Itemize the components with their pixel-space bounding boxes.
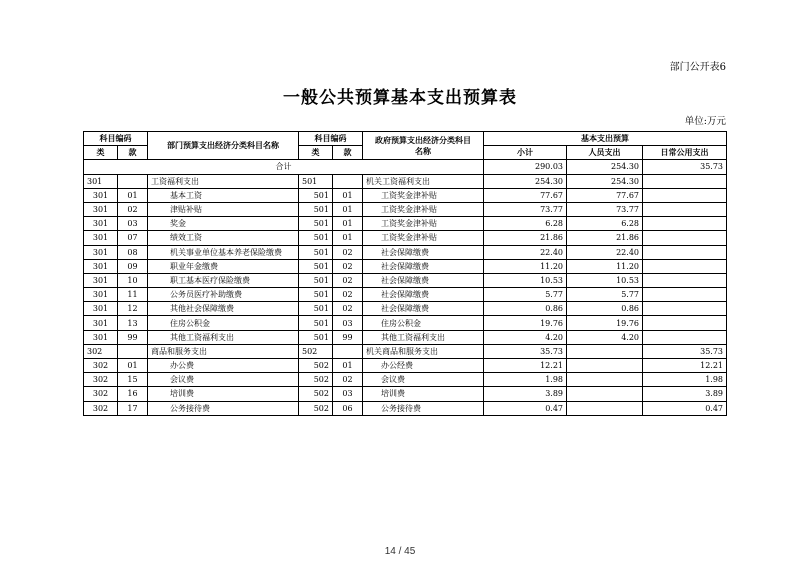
cell-lei: 301 [84,330,118,344]
cell-subtotal: 11.20 [484,259,567,273]
cell-gov-name: 培训费 [363,387,484,401]
cell-gov-name: 其他工资福利支出 [363,330,484,344]
cell-public [643,188,727,202]
cell-public: 3.89 [643,387,727,401]
cell-kuan: 02 [118,202,148,216]
cell-subtotal: 10.53 [484,273,567,287]
total-row [84,160,727,174]
cell-gov-lei: 501 [299,188,333,202]
cell-name: 工资福利支出 [148,174,299,188]
cell-gov-name: 住房公积金 [363,316,484,330]
gov-subject-header-line1: 政府预算支出经济分类科目 [375,134,471,145]
cell-public [643,273,727,287]
cell-subtotal: 0.47 [484,401,567,415]
cell-personnel [567,373,643,387]
cell-gov-kuan: 01 [333,202,363,216]
cell-kuan: 07 [118,231,148,245]
table-row [84,273,727,287]
cell-kuan [118,344,148,358]
cell-subtotal: 6.28 [484,217,567,231]
cell-gov-lei: 502 [299,373,333,387]
table-row [84,387,727,401]
cell-name: 职工基本医疗保险缴费 [148,273,299,287]
cell-gov-name: 社会保障缴费 [363,273,484,287]
cell-gov-lei: 501 [299,316,333,330]
table-row [84,188,727,202]
table-tag: 部门公开表6 [669,62,726,73]
cell-gov-kuan: 03 [333,316,363,330]
cell-name: 奖金 [148,217,299,231]
cell-personnel: 10.53 [567,273,643,287]
cell-gov-kuan: 01 [333,217,363,231]
gov-kuan-header: 款 [333,146,363,160]
cell-lei: 301 [84,188,118,202]
gov-code-header: 科目编码 [299,132,363,146]
cell-gov-kuan: 06 [333,401,363,415]
cell-kuan [118,174,148,188]
cell-public: 12.21 [643,359,727,373]
cell-personnel: 5.77 [567,288,643,302]
cell-subtotal: 19.76 [484,316,567,330]
cell-kuan: 12 [118,302,148,316]
cell-personnel [567,387,643,401]
cell-subtotal: 21.86 [484,231,567,245]
cell-gov-lei: 502 [299,344,333,358]
cell-gov-lei: 501 [299,217,333,231]
gov-subject-header-line2: 名称 [415,145,431,156]
table-body [84,160,727,415]
cell-subtotal: 5.77 [484,288,567,302]
cell-gov-name: 工资奖金津补贴 [363,231,484,245]
cell-personnel: 77.67 [567,188,643,202]
cell-kuan: 09 [118,259,148,273]
cell-name: 办公费 [148,359,299,373]
cell-gov-lei: 502 [299,359,333,373]
table-row [84,231,727,245]
cell-lei: 302 [84,344,118,358]
personnel-header: 人员支出 [567,146,643,160]
cell-public [643,217,727,231]
cell-lei: 301 [84,302,118,316]
cell-subtotal: 1.98 [484,373,567,387]
cell-gov-name: 工资奖金津补贴 [363,217,484,231]
cell-public [643,288,727,302]
cell-public: 35.73 [643,344,727,358]
cell-gov-lei: 501 [299,245,333,259]
cell-gov-kuan: 01 [333,231,363,245]
cell-name: 商品和服务支出 [148,344,299,358]
table-row [84,174,727,188]
cell-name: 其他工资福利支出 [148,330,299,344]
cell-public: 1.98 [643,373,727,387]
table-row [84,202,727,216]
cell-public [643,174,727,188]
cell-kuan: 03 [118,217,148,231]
total-personnel: 254.30 [567,160,643,174]
cell-gov-lei: 501 [299,202,333,216]
cell-gov-name: 工资奖金津补贴 [363,202,484,216]
cell-gov-name: 社会保障缴费 [363,288,484,302]
cell-public: 0.47 [643,401,727,415]
cell-gov-lei: 501 [299,330,333,344]
cell-subtotal: 22.40 [484,245,567,259]
cell-public [643,231,727,245]
cell-kuan: 10 [118,273,148,287]
header-row-1 [84,132,727,146]
cell-subtotal: 35.73 [484,344,567,358]
cell-subtotal: 254.30 [484,174,567,188]
cell-kuan: 15 [118,373,148,387]
cell-kuan: 01 [118,188,148,202]
cell-gov-kuan: 02 [333,245,363,259]
cell-subtotal: 73.77 [484,202,567,216]
cell-gov-kuan [333,174,363,188]
page-indicator: 14 / 45 [384,546,416,557]
cell-kuan: 08 [118,245,148,259]
cell-subtotal: 77.67 [484,188,567,202]
kuan-header: 款 [118,146,148,160]
total-label: 合计 [84,160,484,174]
table-row [84,359,727,373]
total-public: 35.73 [643,160,727,174]
cell-gov-kuan: 02 [333,288,363,302]
subtotal-header: 小计 [484,146,567,160]
unit-label: 单位:万元 [684,116,726,127]
table-row [84,316,727,330]
cell-lei: 301 [84,174,118,188]
page-title: 一般公共预算基本支出预算表 [283,88,517,108]
cell-gov-name: 社会保障缴费 [363,245,484,259]
cell-gov-name: 公务接待费 [363,401,484,415]
cell-personnel: 0.86 [567,302,643,316]
cell-kuan: 17 [118,401,148,415]
cell-gov-name: 机关商品和服务支出 [363,344,484,358]
cell-lei: 301 [84,288,118,302]
cell-public [643,330,727,344]
cell-name: 住房公积金 [148,316,299,330]
cell-name: 基本工资 [148,188,299,202]
cell-gov-name: 机关工资福利支出 [363,174,484,188]
cell-gov-name: 办公经费 [363,359,484,373]
subject-code-header: 科目编码 [84,132,148,146]
cell-name: 绩效工资 [148,231,299,245]
cell-name: 公务接待费 [148,401,299,415]
cell-gov-lei: 501 [299,174,333,188]
public-header: 日常公用支出 [643,146,727,160]
cell-subtotal: 3.89 [484,387,567,401]
cell-personnel [567,401,643,415]
cell-lei: 301 [84,202,118,216]
cell-subtotal: 4.20 [484,330,567,344]
cell-lei: 301 [84,231,118,245]
cell-gov-kuan [333,344,363,358]
cell-kuan: 16 [118,387,148,401]
cell-personnel: 73.77 [567,202,643,216]
cell-lei: 301 [84,259,118,273]
gov-subject-header [363,132,484,160]
cell-name: 公务员医疗补助缴费 [148,288,299,302]
cell-lei: 302 [84,387,118,401]
cell-personnel: 254.30 [567,174,643,188]
table-row [84,217,727,231]
dept-subject-header: 部门预算支出经济分类科目名称 [148,132,299,160]
cell-personnel: 21.86 [567,231,643,245]
cell-gov-lei: 502 [299,387,333,401]
cell-kuan: 01 [118,359,148,373]
basic-budget-header: 基本支出预算 [484,132,727,146]
cell-gov-kuan: 01 [333,359,363,373]
gov-lei-header: 类 [299,146,333,160]
cell-name: 职业年金缴费 [148,259,299,273]
cell-subtotal: 12.21 [484,359,567,373]
total-subtotal: 290.03 [484,160,567,174]
cell-gov-kuan: 03 [333,387,363,401]
cell-lei: 302 [84,373,118,387]
table-row [84,245,727,259]
table-row [84,259,727,273]
cell-lei: 301 [84,316,118,330]
table-row [84,302,727,316]
cell-public [643,202,727,216]
table-row [84,330,727,344]
cell-gov-name: 社会保障缴费 [363,302,484,316]
cell-gov-lei: 502 [299,401,333,415]
cell-gov-lei: 501 [299,259,333,273]
cell-name: 津贴补贴 [148,202,299,216]
table-row [84,401,727,415]
cell-name: 会议费 [148,373,299,387]
cell-personnel [567,344,643,358]
cell-gov-kuan: 02 [333,302,363,316]
lei-header: 类 [84,146,118,160]
table-row [84,373,727,387]
cell-kuan: 13 [118,316,148,330]
cell-gov-kuan: 02 [333,373,363,387]
cell-gov-name: 会议费 [363,373,484,387]
cell-name: 机关事业单位基本养老保险缴费 [148,245,299,259]
cell-personnel [567,359,643,373]
cell-lei: 301 [84,245,118,259]
budget-table [83,131,727,416]
cell-lei: 302 [84,359,118,373]
cell-name: 其他社会保障缴费 [148,302,299,316]
cell-lei: 302 [84,401,118,415]
cell-gov-kuan: 02 [333,259,363,273]
cell-public [643,316,727,330]
cell-personnel: 4.20 [567,330,643,344]
cell-name: 培训费 [148,387,299,401]
cell-personnel: 6.28 [567,217,643,231]
cell-public [643,259,727,273]
table-row [84,344,727,358]
table-row [84,288,727,302]
cell-gov-lei: 501 [299,273,333,287]
cell-personnel: 19.76 [567,316,643,330]
cell-subtotal: 0.86 [484,302,567,316]
cell-kuan: 11 [118,288,148,302]
cell-gov-lei: 501 [299,302,333,316]
cell-public [643,245,727,259]
cell-kuan: 99 [118,330,148,344]
cell-gov-name: 社会保障缴费 [363,259,484,273]
cell-personnel: 11.20 [567,259,643,273]
cell-gov-name: 工资奖金津补贴 [363,188,484,202]
cell-gov-kuan: 02 [333,273,363,287]
cell-gov-lei: 501 [299,288,333,302]
cell-public [643,302,727,316]
cell-gov-lei: 501 [299,231,333,245]
cell-gov-kuan: 99 [333,330,363,344]
cell-lei: 301 [84,273,118,287]
cell-personnel: 22.40 [567,245,643,259]
cell-lei: 301 [84,217,118,231]
cell-gov-kuan: 01 [333,188,363,202]
